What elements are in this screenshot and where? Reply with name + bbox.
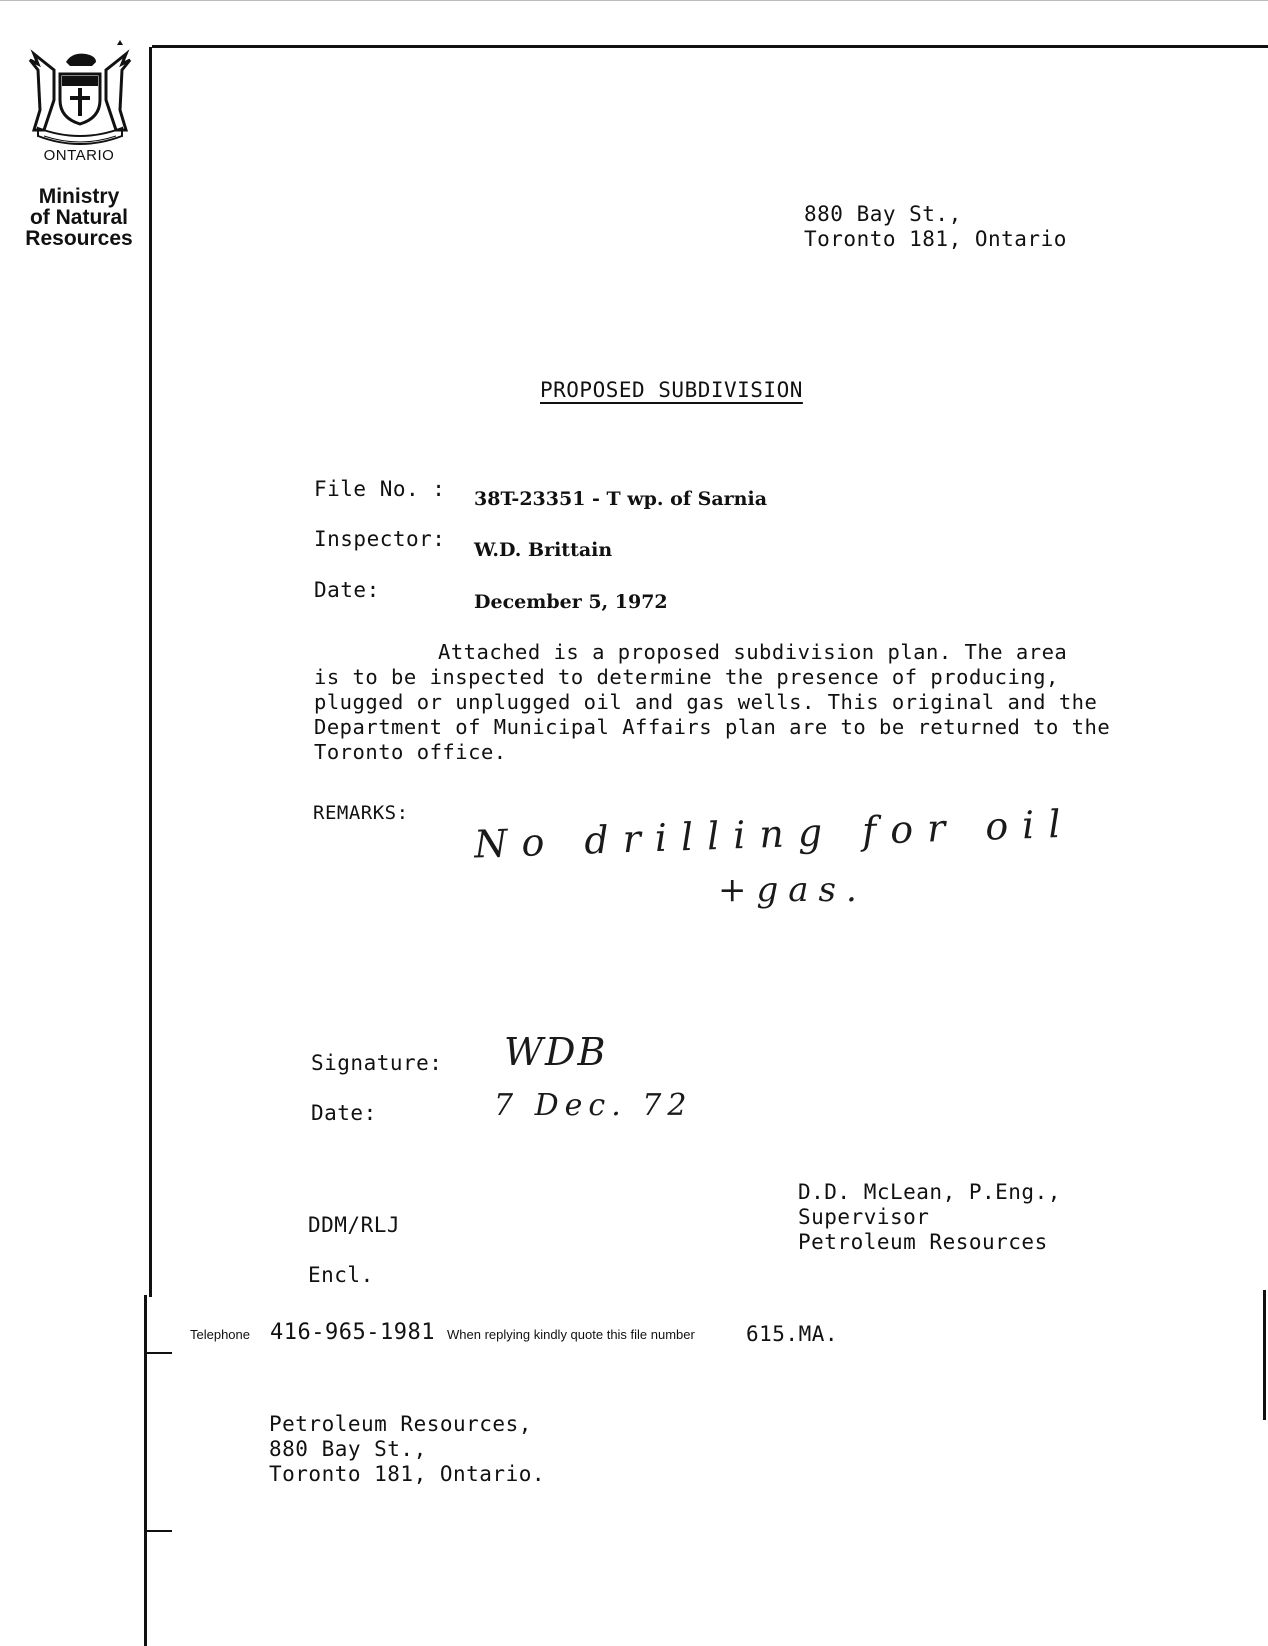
frame-top-border — [152, 45, 1268, 48]
remarks-handwritten-line-1: No drilling for oil — [473, 801, 1076, 867]
supervisor-title: Supervisor — [798, 1205, 930, 1229]
file-no-label: File No. : — [314, 477, 446, 501]
supervisor-block — [798, 1180, 1061, 1255]
sender-address-line-2: Toronto 181, Ontario — [804, 227, 1067, 251]
body-line-4: Department of Municipal Affairs plan are to be returned to the — [314, 715, 1111, 739]
frame-left-border — [149, 47, 152, 1297]
letterhead — [14, 40, 144, 280]
frame-left-border-lower — [144, 1295, 147, 1646]
fold-mark-lower — [146, 1530, 172, 1532]
body-line-2: is to be inspected to determine the presence of producing, — [314, 665, 1059, 689]
body-line-1: Attached is a proposed subdivision plan. The area — [438, 640, 1068, 664]
ministry-line-2: of Natural — [29, 206, 128, 229]
frame-right-border — [1263, 1290, 1266, 1420]
inspector-value: W.D. Brittain — [474, 539, 613, 561]
reply-note: When replying kindly quote this file number — [447, 1327, 695, 1342]
reference-initials: DDM/RLJ — [308, 1213, 401, 1237]
remarks-handwritten-line-2: +gas. — [718, 870, 867, 910]
sender-address — [804, 202, 1067, 252]
telephone-label: Telephone — [190, 1327, 250, 1342]
ministry-line-3: Resources — [25, 227, 133, 250]
return-address-line-1: Petroleum Resources, — [269, 1412, 532, 1436]
page-title: PROPOSED SUBDIVISION — [540, 378, 803, 402]
top-edge-line — [0, 0, 1268, 1]
signature-label: Signature: — [311, 1051, 443, 1075]
ontario-coat-of-arms-icon — [24, 40, 136, 152]
body-paragraph — [314, 640, 1110, 765]
supervisor-name: D.D. McLean, P.Eng., — [798, 1180, 1061, 1204]
enclosure-note: Encl. — [308, 1263, 374, 1287]
return-address-line-3: Toronto 181, Ontario. — [269, 1462, 546, 1486]
ministry-line-1: Ministry — [38, 185, 120, 208]
body-line-3: plugged or unplugged oil and gas wells. This original and the — [314, 690, 1098, 714]
signoff-date-handwritten: 7 Dec. 72 — [494, 1088, 693, 1123]
sender-address-line-1: 880 Bay St., — [804, 202, 962, 226]
body-line-5: Toronto office. — [314, 740, 507, 764]
return-address-line-2: 880 Bay St., — [269, 1437, 427, 1461]
date-label: Date: — [314, 578, 380, 602]
province-label: ONTARIO — [43, 147, 115, 164]
file-no-value: 38T-23351 - T wp. of Sarnia — [474, 488, 768, 510]
return-address — [269, 1412, 545, 1487]
fold-mark-upper — [146, 1352, 172, 1354]
ministry-name — [14, 186, 144, 249]
signoff-date-label: Date: — [311, 1101, 377, 1125]
file-number: 615.MA. — [746, 1322, 839, 1346]
remarks-label: REMARKS: — [313, 802, 409, 824]
telephone-number: 416-965-1981 — [270, 1320, 435, 1345]
signature-handwritten: WDB — [504, 1030, 608, 1074]
date-value: December 5, 1972 — [474, 591, 668, 613]
inspector-label: Inspector: — [314, 527, 446, 551]
supervisor-department: Petroleum Resources — [798, 1230, 1048, 1254]
